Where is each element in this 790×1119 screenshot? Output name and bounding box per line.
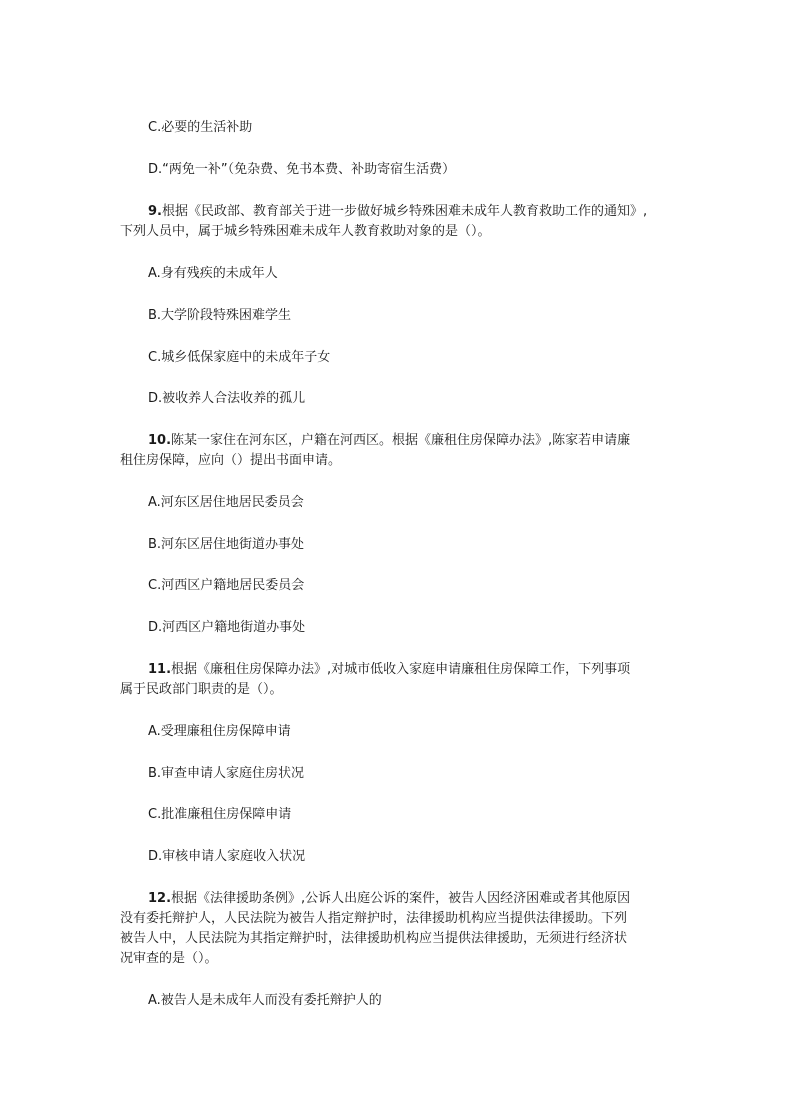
question-9-option-b: B.大学阶段特殊困难学生 (148, 308, 292, 323)
question-12-number: 12. (148, 891, 172, 906)
question-10-stem-line-2: 租住房保障，应向（）提出书面申请。 (120, 453, 342, 468)
question-11-stem-line-1: 11.根据《廉租住房保障办法》,对城市低收入家庭申请廉租住房保障工作，下列事项 (148, 662, 631, 677)
question-9-number: 9. (148, 204, 162, 219)
question-11-stem-line-2: 属于民政部门职责的是（）。 (120, 682, 283, 697)
question-11-number: 11. (148, 662, 172, 677)
question-10-number: 10. (148, 433, 172, 448)
question-10-option-c: C.河西区户籍地居民委员会 (148, 578, 305, 593)
question-11-option-a: A.受理廉租住房保障申请 (148, 724, 291, 739)
option-d-prev: D.“两免一补”（免杂费、免书本费、补助寄宿生活费） (148, 162, 456, 177)
question-9-stem-line-1: 9.根据《民政部、教育部关于进一步做好城乡特殊困难未成年人教育救助工作的通知》, (148, 204, 648, 219)
question-9-option-d: D.被收养人合法收养的孤儿 (148, 391, 306, 406)
question-12-stem-line-4: 况审查的是（）。 (120, 951, 218, 966)
question-12-stem-line-3: 被告人中，人民法院为其指定辩护时，法律援助机构应当提供法律援助，无须进行经济状 (120, 931, 628, 946)
option-c-prev: C.必要的生活补助 (148, 120, 253, 135)
question-9-option-c: C.城乡低保家庭中的未成年子女 (148, 350, 331, 365)
question-12-stem-line-1: 12.根据《法律援助条例》,公诉人出庭公诉的案件，被告人因经济困难或者其他原因 (148, 891, 631, 906)
question-10-option-a: A.河东区居住地居民委员会 (148, 495, 304, 510)
question-11-option-d: D.审核申请人家庭收入状况 (148, 849, 306, 864)
question-10-option-d: D.河西区户籍地街道办事处 (148, 620, 306, 635)
question-11-option-c: C.批准廉租住房保障申请 (148, 807, 292, 822)
question-10-option-b: B.河东区居住地街道办事处 (148, 537, 305, 552)
question-11-option-b: B.审查申请人家庭住房状况 (148, 766, 305, 781)
question-12-stem-line-2: 没有委托辩护人，人民法院为被告人指定辩护时，法律援助机构应当提供法律援助。下列 (120, 911, 628, 926)
question-10-stem-line-1: 10.陈某一家住在河东区，户籍在河西区。根据《廉租住房保障办法》,陈家若申请廉 (148, 433, 631, 448)
question-9-stem-line-2: 下列人员中，属于城乡特殊困难未成年人教育救助对象的是（）。 (120, 224, 491, 239)
question-12-option-a: A.被告人是未成年人而没有委托辩护人的 (148, 993, 382, 1008)
question-9-option-a: A.身有残疾的未成年人 (148, 266, 278, 281)
